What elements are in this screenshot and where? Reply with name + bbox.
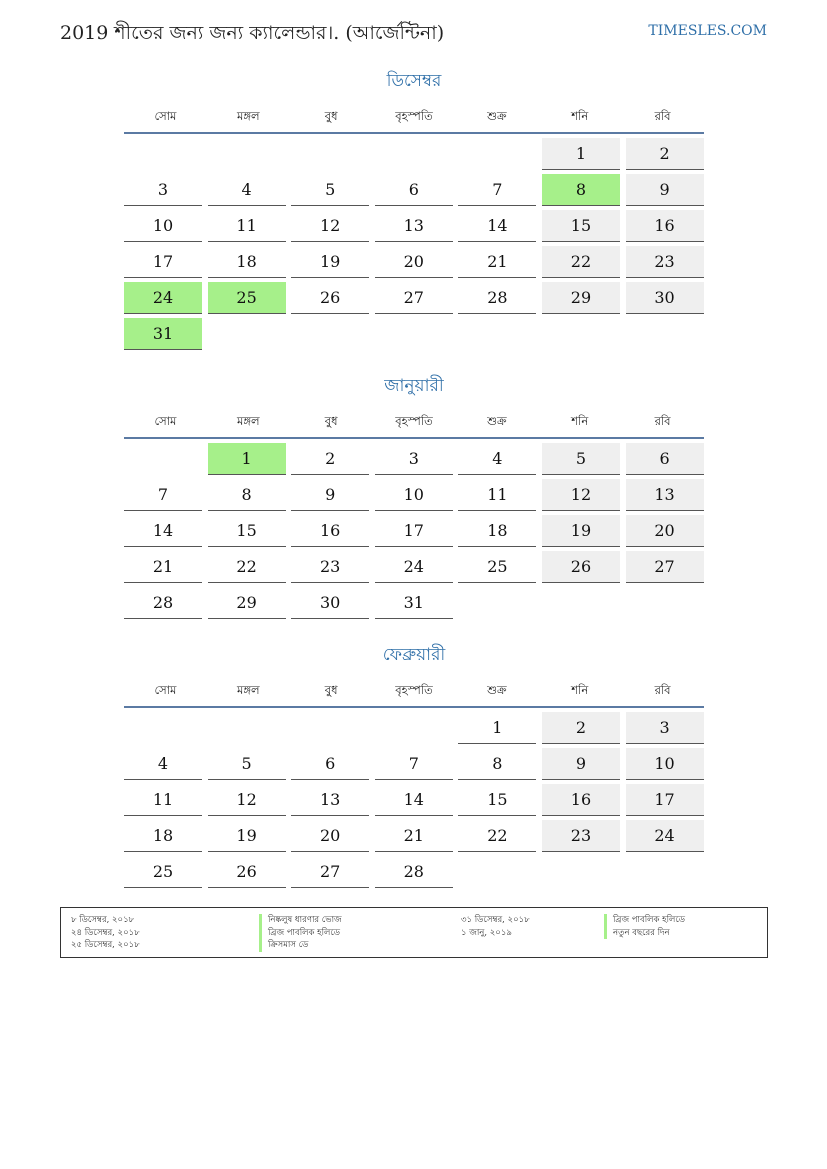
legend-date: ৩১ ডিসেম্বর, ২০১৮ [461,915,530,925]
day-cell: 18 [208,246,286,278]
empty-cell [375,138,453,170]
weekday-label: বৃহস্পতি [395,683,433,697]
day-cell: 27 [291,856,369,888]
day-cell: 3 [375,443,453,475]
month-block-december [124,68,704,350]
day-cell: 22 [458,820,536,852]
weekday-label: বুধ [324,683,338,697]
day-cell: 15 [458,784,536,816]
legend-date: ৮ ডিসেম্বর, ২০১৮ [71,915,135,925]
day-cell: 5 [291,174,369,206]
legend-holiday-name: নিষ্কলুষ ধারণার ভোজ [259,914,342,927]
day-cell: 22 [542,246,620,278]
day-cell: 12 [291,210,369,242]
month-block-january [124,373,704,619]
legend-holiday-name: ব্রিজ পাবলিক হলিডে [259,927,342,940]
day-cell: 23 [542,820,620,852]
day-cell: 3 [124,174,202,206]
legend-names-column [604,914,685,939]
month-title: ফেব্রুয়ারী [382,645,446,665]
weekday-label: শনি [571,109,589,123]
weekday-label: শনি [571,414,589,428]
weekday-header [124,413,704,435]
day-cell: 26 [542,551,620,583]
day-cell: 1 [458,712,536,744]
legend-holiday-name: ব্রিজ পাবলিক হলিডে [604,914,685,927]
weekday-label: বুধ [324,109,338,123]
day-cell: 9 [291,479,369,511]
empty-cell [124,712,202,744]
day-cell: 17 [375,515,453,547]
day-cell: 2 [626,138,704,170]
day-cell: 16 [626,210,704,242]
weekday-header [124,108,704,130]
header-divider [124,132,704,134]
day-cell: 10 [124,210,202,242]
day-cell: 30 [291,587,369,619]
day-cell: 8 [208,479,286,511]
day-cell: 17 [626,784,704,816]
day-cell: 11 [208,210,286,242]
day-grid [124,712,704,888]
holiday-day-cell: 24 [124,282,202,314]
empty-cell [458,138,536,170]
day-cell: 18 [124,820,202,852]
day-cell: 15 [542,210,620,242]
day-cell: 16 [542,784,620,816]
holiday-day-cell: 25 [208,282,286,314]
weekday-label: রবি [654,109,671,123]
day-cell: 18 [458,515,536,547]
weekday-label: শনি [571,683,589,697]
weekday-label: রবি [654,414,671,428]
header-divider [124,437,704,439]
day-cell: 29 [208,587,286,619]
day-cell: 12 [208,784,286,816]
day-cell: 9 [626,174,704,206]
day-cell: 6 [291,748,369,780]
day-cell: 13 [626,479,704,511]
legend-dates-column [461,914,530,939]
day-cell: 5 [208,748,286,780]
day-cell: 9 [542,748,620,780]
weekday-label: বৃহস্পতি [395,109,433,123]
holiday-legend [60,907,768,958]
day-grid [124,138,704,350]
weekday-label: সোম [154,683,177,697]
day-cell: 20 [626,515,704,547]
day-cell: 21 [375,820,453,852]
weekday-label: সোম [154,109,177,123]
day-cell: 14 [458,210,536,242]
day-cell: 4 [458,443,536,475]
site-link[interactable]: TIMESLES.COM [648,23,767,39]
weekday-label: বৃহস্পতি [395,414,433,428]
legend-dates-column [71,914,140,952]
day-cell: 23 [626,246,704,278]
day-cell: 27 [626,551,704,583]
day-cell: 2 [542,712,620,744]
day-cell: 4 [124,748,202,780]
month-block-february [124,642,704,888]
weekday-label: রবি [654,683,671,697]
day-cell: 11 [124,784,202,816]
day-cell: 28 [458,282,536,314]
day-cell: 21 [124,551,202,583]
day-cell: 23 [291,551,369,583]
holiday-day-cell: 1 [208,443,286,475]
page-title: 2019 শীতের জন্য জন্য ক্যালেন্ডার।. (আর্জেন্টিনা) [60,22,445,44]
day-cell: 7 [375,748,453,780]
weekday-label: মঙ্গল [236,414,260,428]
day-cell: 1 [542,138,620,170]
day-cell: 10 [375,479,453,511]
day-cell: 13 [291,784,369,816]
day-cell: 2 [291,443,369,475]
month-title: জানুয়ারী [384,376,444,396]
holiday-day-cell: 8 [542,174,620,206]
empty-cell [124,443,202,475]
day-cell: 19 [291,246,369,278]
day-cell: 29 [542,282,620,314]
day-cell: 24 [626,820,704,852]
day-cell: 7 [124,479,202,511]
day-cell: 15 [208,515,286,547]
day-cell: 14 [124,515,202,547]
day-cell: 16 [291,515,369,547]
empty-cell [291,712,369,744]
day-cell: 14 [375,784,453,816]
day-cell: 25 [124,856,202,888]
day-cell: 28 [375,856,453,888]
weekday-label: শুক্র [487,109,507,123]
day-cell: 19 [542,515,620,547]
legend-date: ২৪ ডিসেম্বর, ২০১৮ [71,927,140,938]
day-cell: 22 [208,551,286,583]
day-cell: 3 [626,712,704,744]
day-cell: 11 [458,479,536,511]
day-cell: 4 [208,174,286,206]
legend-holiday-name: নতুন বছরের দিন [604,927,685,940]
day-cell: 30 [626,282,704,314]
legend-date: ১ জানু, ২০১৯ [461,927,512,938]
day-cell: 27 [375,282,453,314]
empty-cell [375,712,453,744]
day-grid [124,443,704,619]
day-cell: 20 [375,246,453,278]
weekday-label: শুক্র [487,414,507,428]
weekday-header [124,682,704,704]
legend-names-column [259,914,342,952]
weekday-label: শুক্র [487,683,507,697]
day-cell: 8 [458,748,536,780]
empty-cell [291,138,369,170]
day-cell: 24 [375,551,453,583]
day-cell: 21 [458,246,536,278]
holiday-day-cell: 31 [124,318,202,350]
weekday-label: বুধ [324,414,338,428]
month-title: ডিসেম্বর [386,71,442,91]
empty-cell [208,712,286,744]
day-cell: 5 [542,443,620,475]
day-cell: 26 [291,282,369,314]
day-cell: 31 [375,587,453,619]
legend-date: ২৫ ডিসেম্বর, ২০১৮ [71,940,140,950]
day-cell: 6 [626,443,704,475]
weekday-label: মঙ্গল [236,109,260,123]
empty-cell [208,138,286,170]
day-cell: 26 [208,856,286,888]
day-cell: 12 [542,479,620,511]
day-cell: 25 [458,551,536,583]
day-cell: 17 [124,246,202,278]
day-cell: 10 [626,748,704,780]
day-cell: 19 [208,820,286,852]
day-cell: 13 [375,210,453,242]
day-cell: 20 [291,820,369,852]
day-cell: 6 [375,174,453,206]
header-divider [124,706,704,708]
weekday-label: সোম [154,414,177,428]
empty-cell [124,138,202,170]
weekday-label: মঙ্গল [236,683,260,697]
legend-holiday-name: ক্রিসমাস ডে [259,939,342,952]
day-cell: 7 [458,174,536,206]
day-cell: 28 [124,587,202,619]
